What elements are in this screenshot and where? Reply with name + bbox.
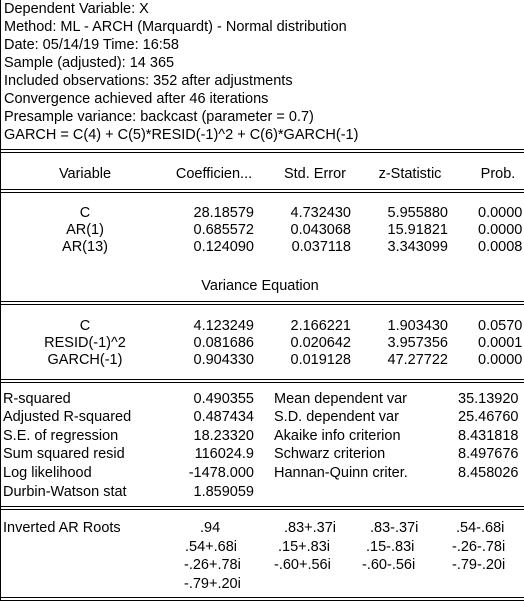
- stat-label: S.E. of regression: [3, 428, 119, 444]
- stat-label: Log likelihood: [3, 465, 92, 481]
- stat-label: Durbin-Watson stat: [3, 484, 127, 500]
- variable-name: GARCH(-1): [47, 352, 123, 368]
- coefficient-value: 28.18579: [193, 205, 254, 221]
- stat-value: 0.490355: [193, 391, 254, 407]
- z-statistic-value: 3.343099: [387, 239, 448, 255]
- z-statistic-value: 3.957356: [387, 335, 448, 351]
- root-value: -.60+.56i: [274, 557, 331, 573]
- z-statistic-value: 1.903430: [387, 318, 448, 334]
- std-error-value: 4.732430: [290, 205, 351, 221]
- std-error-value: 0.037118: [291, 239, 351, 255]
- stat-value: 8.431818: [458, 428, 519, 444]
- stat-label: Akaike info criterion: [274, 428, 401, 444]
- prob-value: 0.0000: [478, 205, 523, 221]
- root-value: -.60-.56i: [362, 557, 416, 573]
- stat-label: Sum squared resid: [3, 446, 125, 462]
- root-value: -.79+.20i: [184, 576, 241, 592]
- root-value: .94: [200, 520, 221, 536]
- coefficient-value: 4.123249: [193, 318, 254, 334]
- divider: [0, 189, 524, 190]
- header-line-method: Method: ML - ARCH (Marquardt) - Normal distribution: [4, 19, 347, 35]
- stat-value: 25.46760: [458, 409, 519, 425]
- column-header-variable[interactable]: Variable: [58, 166, 112, 182]
- divider: [0, 506, 524, 507]
- root-value: .15-.83i: [366, 539, 415, 555]
- divider: [0, 304, 524, 305]
- stat-label: Schwarz criterion: [274, 446, 386, 462]
- coefficient-value: 0.685572: [193, 222, 254, 238]
- divider: [0, 152, 524, 153]
- divider: [0, 597, 524, 598]
- header-line-presample: Presample variance: backcast (parameter = 0.7): [4, 109, 314, 125]
- stat-value: 8.497676: [458, 446, 519, 462]
- stat-label: Mean dependent var: [274, 391, 408, 407]
- header-line-convergence: Convergence achieved after 46 iterations: [4, 91, 269, 107]
- std-error-value: 0.020642: [290, 335, 351, 351]
- root-value: .54-.68i: [456, 520, 505, 536]
- coefficient-value: 0.904330: [193, 352, 254, 368]
- variable-name: AR(1): [66, 222, 104, 238]
- divider: [0, 379, 524, 380]
- variable-name: AR(13): [62, 239, 108, 255]
- column-header-std-error[interactable]: Std. Error: [283, 166, 347, 182]
- std-error-value: 2.166221: [290, 318, 351, 334]
- stat-value: -1478.000: [188, 465, 254, 481]
- variable-name: RESID(-1)^2: [44, 335, 126, 351]
- root-value: .83-.37i: [370, 520, 419, 536]
- stat-label: Adjusted R-squared: [3, 409, 132, 425]
- root-value: .54+.68i: [185, 539, 238, 555]
- prob-value: 0.0000: [478, 352, 523, 368]
- header-line-date: Date: 05/14/19 Time: 16:58: [4, 37, 179, 53]
- coefficient-value: 0.081686: [193, 335, 254, 351]
- root-value: -.79-.20i: [452, 557, 506, 573]
- z-statistic-value: 47.27722: [387, 352, 448, 368]
- column-header-z-statistic[interactable]: z-Statistic: [378, 166, 442, 182]
- prob-value: 0.0000: [478, 222, 523, 238]
- stat-value: 0.487434: [193, 409, 254, 425]
- root-value: -.26+.78i: [184, 557, 241, 573]
- variable-name: C: [79, 318, 91, 334]
- divider: [0, 192, 524, 193]
- std-error-value: 0.043068: [290, 222, 351, 238]
- header-line-sample: Sample (adjusted): 14 365: [4, 55, 175, 71]
- std-error-value: 0.019128: [290, 352, 351, 368]
- header-line-dependent-variable: Dependent Variable: X: [4, 1, 149, 17]
- header-line-garch-formula: GARCH = C(4) + C(5)*RESID(-1)^2 + C(6)*GARCH(-1): [4, 127, 359, 143]
- stat-value: 1.859059: [193, 484, 254, 500]
- prob-value: 0.0001: [478, 335, 523, 351]
- stat-value: 116024.9: [194, 446, 254, 462]
- stat-label: Hannan-Quinn criter.: [274, 465, 408, 481]
- divider: [0, 509, 524, 510]
- variance-equation-title: Variance Equation: [201, 278, 319, 294]
- divider: [0, 301, 524, 302]
- variable-name: C: [79, 205, 91, 221]
- stat-label: S.D. dependent var: [274, 409, 399, 425]
- coefficient-value: 0.124090: [193, 239, 254, 255]
- root-value: -.26-.78i: [452, 539, 506, 555]
- roots-label: Inverted AR Roots: [3, 520, 121, 536]
- z-statistic-value: 15.91821: [387, 222, 448, 238]
- root-value: .83+.37i: [284, 520, 337, 536]
- header-line-observations: Included observations: 352 after adjustments: [4, 73, 293, 89]
- stat-label: R-squared: [3, 391, 71, 407]
- column-header-coefficient[interactable]: Coefficien...: [175, 166, 253, 182]
- z-statistic-value: 5.955880: [387, 205, 448, 221]
- stat-value: 18.23320: [193, 428, 254, 444]
- root-value: .15+.83i: [278, 539, 331, 555]
- column-header-prob[interactable]: Prob.: [480, 166, 516, 182]
- stat-value: 35.13920: [458, 391, 519, 407]
- prob-value: 0.0570: [478, 318, 523, 334]
- prob-value: 0.0008: [478, 239, 523, 255]
- divider: [0, 149, 524, 150]
- divider: [0, 382, 524, 383]
- stat-value: 8.458026: [458, 465, 519, 481]
